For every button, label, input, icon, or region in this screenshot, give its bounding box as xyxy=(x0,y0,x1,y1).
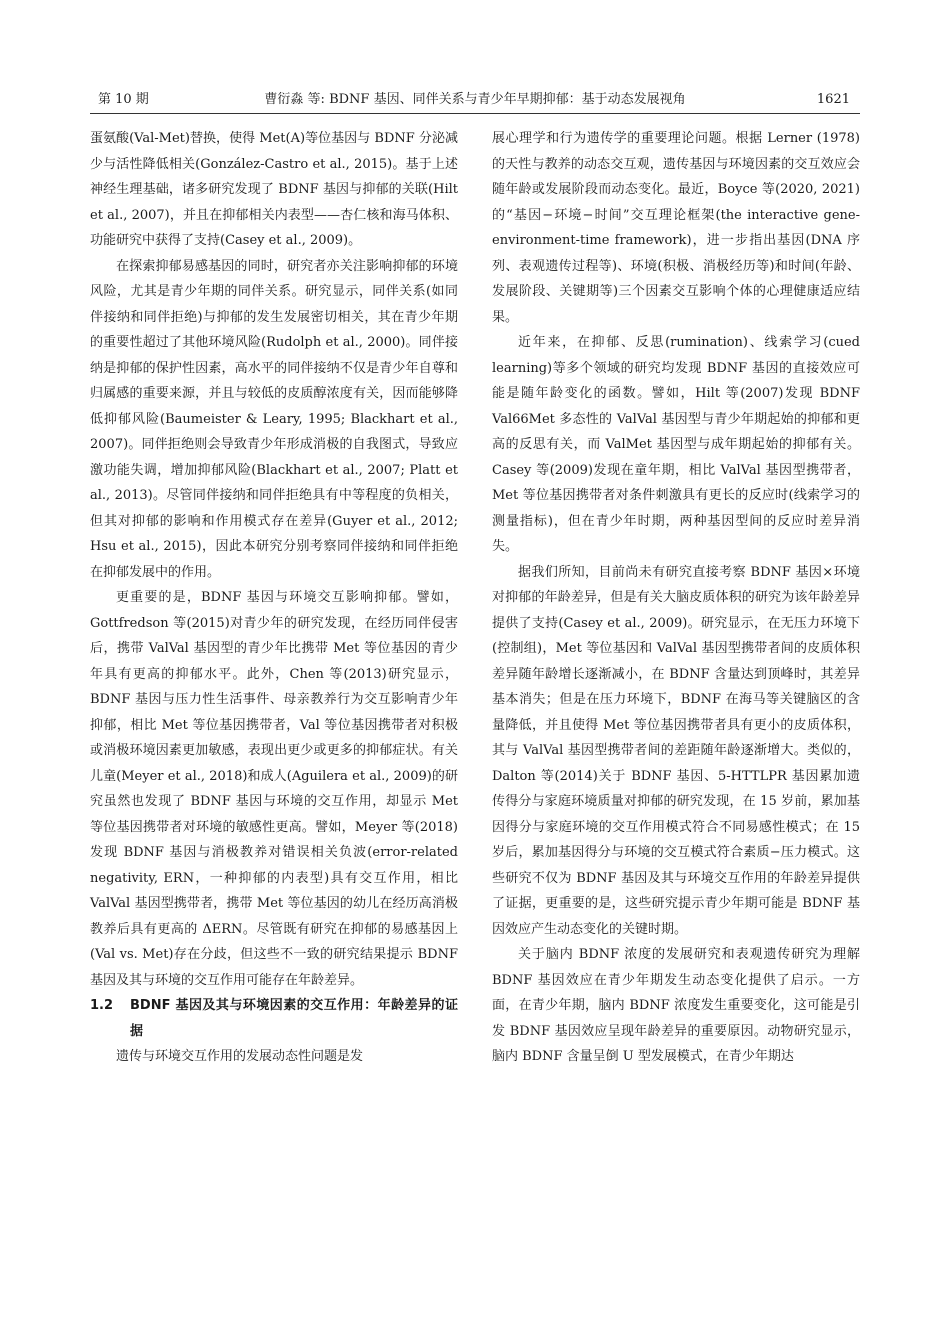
running-header xyxy=(90,88,860,112)
left-paragraph-4: 遗传与环境交互作用的发展动态性问题是发 xyxy=(116,1049,364,1064)
running-title: 曹衍淼 等: BDNF 基因、同伴关系与青少年早期抑郁：基于动态发展视角 xyxy=(264,92,686,107)
right-paragraph-4: 关于脑内 BDNF 浓度的发展研究和表观遗传研究为理解 BDNF 基因效应在青少年期发生动态变化提供了启示。一方面，在青少年期，脑内 BDNF 浓度发生重要变化，这可能是引发 BDNF 基因效应呈现年龄差异的重要原因。动物研究显示，脑内 BDNF 含量呈倒 U 型发展模式，在青少年期达 xyxy=(492,947,860,1064)
page-number: 1621 xyxy=(816,92,850,107)
section-title: BDNF 基因及其与环境因素的交互作用：年龄差异的证据 xyxy=(130,998,458,1039)
header-rule xyxy=(90,113,860,114)
section-number: 1.2 xyxy=(90,998,114,1013)
issue-label: 第 10 期 xyxy=(98,92,149,107)
left-paragraph-2: 在探索抑郁易感基因的同时，研究者亦关注影响抑郁的环境风险，尤其是青少年期的同伴关系。研究显示，同伴关系(如同伴接纳和同伴拒绝)与抑郁的发生发展密切相关，其在青少年期的重要性超过了其他环境风险(Rudolph et al., 2000)。同伴接纳是抑郁的保护性因素，高水平的同伴接纳不仅是青少年自尊和归属感的重要来源，并且与较低的皮质醇浓度有关，因而能够降低抑郁风险(Baumeister & Leary, 1995; Blackhart et al., 2007)。同伴拒绝则会导致青少年形成消极的自我图式，导致应激功能失调，增加抑郁风险(Blackhart et al., 2007; Platt et al., 2013)。尽管同伴接纳和同伴拒绝具有中等程度的负相关，但其对抑郁的影响和作用模式存在差异(Guyer et al., 2012; Hsu et al., 2015)，因此本研究分别考察同伴接纳和同伴拒绝在抑郁发展中的作用。 xyxy=(90,258,458,580)
left-paragraph-1: 蛋氨酸(Val-Met)替换，使得 Met(A)等位基因与 BDNF 分泌减少与活性降低相关(González-Castro et al., 2015)。基于上述神经生理基础，诸多研究发现了 BDNF 基因与抑郁的关联(Hilt et al., 2007)，并且在抑郁相关内表型——杏仁核和海马体积、功能研究中获得了支持(Casey et al., 2009)。 xyxy=(90,131,458,248)
section-heading xyxy=(90,993,458,1044)
left-paragraph-3: 更重要的是，BDNF 基因与环境交互影响抑郁。譬如，Gottfredson 等(2015)对青少年的研究发现，在经历同伴侵害后，携带 ValVal 基因型的青少年比携带 Met 等位基因的青少年具有更高的抑郁水平。此外，Chen 等(2013)研究显示，BDNF 基因与压力性生活事件、母亲教养行为交互影响青少年抑郁，相比 Met 等位基因携带者，Val 等位基因携带者对积极或消极环境因素更加敏感，表现出更少或更多的抑郁症状。有关儿童(Meyer et al., 2018)和成人(Aguilera et al., 2009)的研究虽然也发现了 BDNF 基因与环境的交互作用，却显示 Met 等位基因携带者对环境的敏感性更高。譬如，Meyer 等(2018)发现 BDNF 基因与消极教养对错误相关负波(error-related negativity, ERN，一种抑郁的内表型)具有交互作用，相比 ValVal 基因型携带者，携带 Met 等位基因的幼儿在经历高消极教养后具有更高的 ΔERN。尽管既有研究在抑郁的易感基因上(Val vs. Met)存在分歧，但这些不一致的研究结果提示 BDNF 基因及其与环境的交互作用可能存在年龄差异。 xyxy=(90,590,458,988)
left-column xyxy=(90,126,458,1070)
right-paragraph-2: 近年来，在抑郁、反思(rumination)、线索学习(cued learning)等多个领域的研究均发现 BDNF 基因的直接效应可能是随年龄变化的函数。譬如，Hilt 等(2007)发现 BDNF Val66Met 多态性的 ValVal 基因型与青少年期起始的抑郁和更高的反思有关，而 ValMet 基因型与成年期起始的抑郁有关。Casey 等(2009)发现在童年期，相比 ValVal 基因型携带者，Met 等位基因携带者对条件刺激具有更长的反应时(线索学习的测量指标)，但在青少年时期，两种基因型间的反应时差异消失。 xyxy=(492,335,860,554)
right-paragraph-1: 展心理学和行为遗传学的重要理论问题。根据 Lerner (1978)的天性与教养的动态交互观，遗传基因与环境因素的交互效应会随年龄或发展阶段而动态变化。最近，Boyce 等(2020, 2021)的“基因−环境−时间”交互理论框架(the interactive gene-environment-time framework)，进一步指出基因(DNA 序列、表观遗传过程等)、环境(积极、消极经历等)和时间(年龄、发展阶段、关键期等)三个因素交互影响个体的心理健康适应结果。 xyxy=(492,131,860,325)
right-paragraph-3: 据我们所知，目前尚未有研究直接考察 BDNF 基因×环境对抑郁的年龄差异，但是有关大脑皮质体积的研究为该年龄差异提供了支持(Casey et al., 2009)。研究显示，在无压力环境下(控制组)，Met 等位基因和 ValVal 基因型携带者间的皮质体积差异随年龄增长逐渐减小，在 BDNF 含量达到顶峰时，其差异基本消失；但是在压力环境下，BDNF 在海马等关键脑区的含量降低，并且使得 Met 等位基因携带者具有更小的皮质体积，其与 ValVal 基因型携带者间的差距随年龄逐渐增大。类似的，Dalton 等(2014)关于 BDNF 基因、5-HTTLPR 基因累加遗传得分与家庭环境质量对抑郁的研究发现，在 15 岁前，累加基因得分与家庭环境的交互作用模式符合不同易感性模式；在 15 岁后，累加基因得分与环境的交互模式符合素质−压力模式。这些研究不仅为 BDNF 基因及其与环境交互作用的年龄差异提供了证据，更重要的是，这些研究提示青少年期可能是 BDNF 基因效应产生动态变化的关键时期。 xyxy=(492,564,860,937)
right-column xyxy=(492,126,860,1070)
